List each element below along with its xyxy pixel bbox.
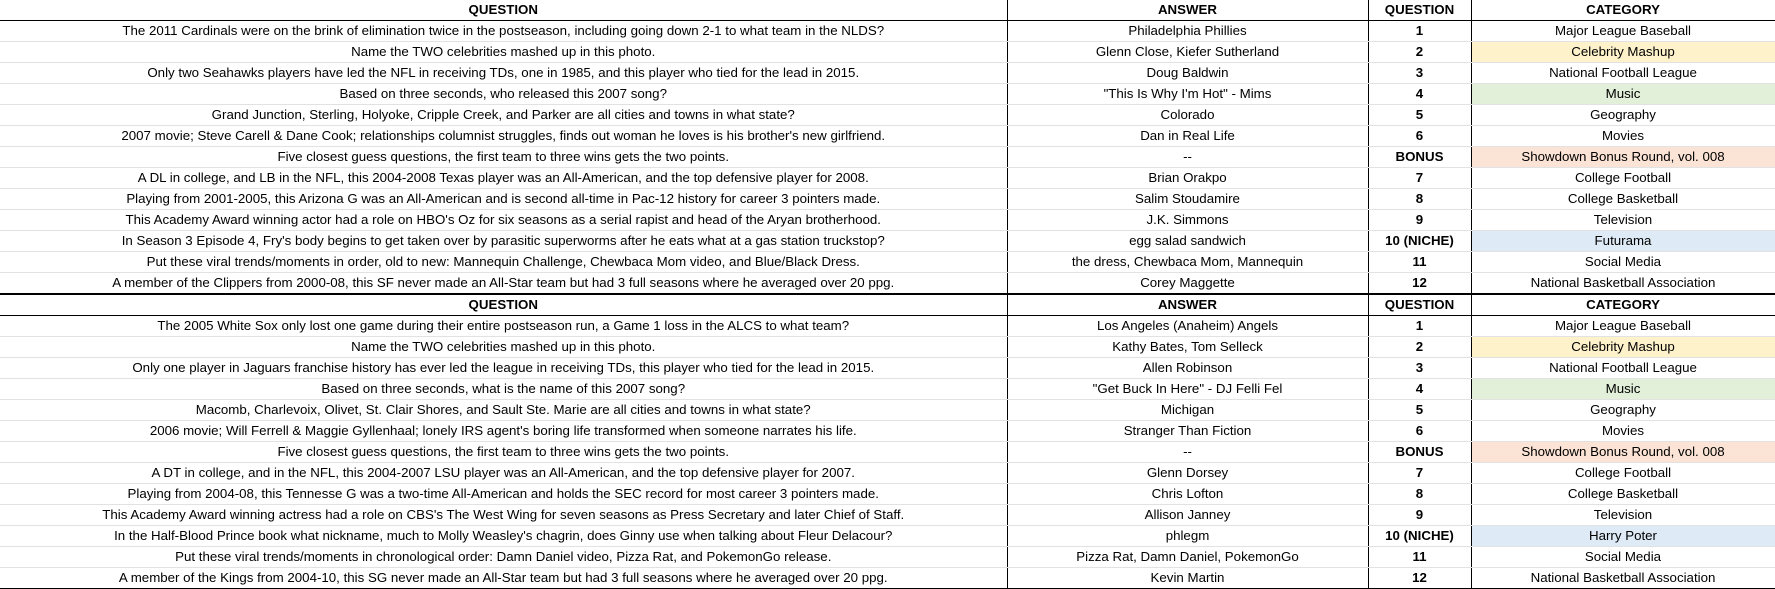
table-row (0, 526, 1775, 547)
answer-cell[interactable]: Allison Janney (1007, 505, 1368, 526)
answer-cell[interactable]: Corey Maggette (1007, 273, 1368, 295)
table-row (0, 84, 1775, 105)
question-cell[interactable]: The 2005 White Sox only lost one game during their entire postseason run, a Game 1 loss in the ALCS to what team? (0, 316, 1007, 337)
table-row (0, 126, 1775, 147)
header-row-2 (0, 294, 1775, 316)
table-row (0, 189, 1775, 210)
category-cell[interactable]: Showdown Bonus Round, vol. 008 (1471, 147, 1775, 168)
answer-cell[interactable]: Pizza Rat, Damn Daniel, PokemonGo (1007, 547, 1368, 568)
category-cell[interactable]: Celebrity Mashup (1471, 337, 1775, 358)
category-cell[interactable]: Harry Poter (1471, 526, 1775, 547)
question-number-cell[interactable]: 1 (1368, 316, 1471, 337)
question-cell[interactable]: This Academy Award winning actor had a role on HBO's Oz for six seasons as a serial rapist and head of the Aryan brotherhood. (0, 210, 1007, 231)
answer-cell[interactable]: the dress, Chewbaca Mom, Mannequin (1007, 252, 1368, 273)
table-row (0, 547, 1775, 568)
category-cell[interactable]: Geography (1471, 105, 1775, 126)
header-question[interactable]: QUESTION (0, 294, 1007, 316)
header-block-2 (0, 294, 1775, 316)
question-cell[interactable]: Based on three seconds, who released this 2007 song? (0, 84, 1007, 105)
question-cell[interactable]: Put these viral trends/moments in chronological order: Damn Daniel video, Pizza Rat, and PokemonGo release. (0, 547, 1007, 568)
category-cell[interactable]: National Football League (1471, 358, 1775, 379)
question-number-cell[interactable]: 7 (1368, 168, 1471, 189)
table-row (0, 379, 1775, 400)
category-cell[interactable]: Music (1471, 379, 1775, 400)
question-cell[interactable]: A DT in college, and in the NFL, this 2004-2007 LSU player was an All-American, and the top defensive player for 2007. (0, 463, 1007, 484)
table-row (0, 568, 1775, 589)
table-row (0, 442, 1775, 463)
header-answer[interactable]: ANSWER (1007, 0, 1368, 21)
table-row (0, 105, 1775, 126)
category-cell[interactable]: Television (1471, 210, 1775, 231)
answer-cell[interactable]: Colorado (1007, 105, 1368, 126)
question-number-cell[interactable]: 2 (1368, 337, 1471, 358)
table-row (0, 210, 1775, 231)
question-number-cell[interactable]: 12 (1368, 273, 1471, 295)
question-number-cell[interactable]: 3 (1368, 63, 1471, 84)
header-question[interactable]: QUESTION (0, 0, 1007, 21)
category-cell[interactable]: Geography (1471, 400, 1775, 421)
header-answer[interactable]: ANSWER (1007, 294, 1368, 316)
category-cell[interactable]: Movies (1471, 421, 1775, 442)
answer-cell[interactable]: -- (1007, 442, 1368, 463)
table-row (0, 463, 1775, 484)
question-cell[interactable]: Grand Junction, Sterling, Holyoke, Cripple Creek, and Parker are all cities and towns in what state? (0, 105, 1007, 126)
category-cell[interactable]: Major League Baseball (1471, 21, 1775, 42)
question-cell[interactable]: Playing from 2001-2005, this Arizona G was an All-American and is second all-time in Pac-12 history for career 3 pointers made. (0, 189, 1007, 210)
answer-cell[interactable]: "Get Buck In Here" - DJ Felli Fel (1007, 379, 1368, 400)
question-number-cell[interactable]: 6 (1368, 421, 1471, 442)
answer-cell[interactable]: phlegm (1007, 526, 1368, 547)
question-number-cell[interactable]: 5 (1368, 105, 1471, 126)
table-row (0, 42, 1775, 63)
question-number-cell[interactable]: 8 (1368, 484, 1471, 505)
question-cell[interactable]: Five closest guess questions, the first team to three wins gets the two points. (0, 442, 1007, 463)
question-cell[interactable]: Based on three seconds, what is the name of this 2007 song? (0, 379, 1007, 400)
answer-cell[interactable]: J.K. Simmons (1007, 210, 1368, 231)
question-number-cell[interactable]: 9 (1368, 210, 1471, 231)
answer-cell[interactable]: Allen Robinson (1007, 358, 1368, 379)
table-row (0, 337, 1775, 358)
question-number-cell[interactable]: 5 (1368, 400, 1471, 421)
table-row (0, 21, 1775, 42)
category-cell[interactable]: Futurama (1471, 231, 1775, 252)
question-number-cell[interactable]: 7 (1368, 463, 1471, 484)
question-number-cell[interactable]: 11 (1368, 547, 1471, 568)
question-cell[interactable]: This Academy Award winning actress had a role on CBS's The West Wing for seven seasons as Press Secretary and later Chief of Staff. (0, 505, 1007, 526)
category-cell[interactable]: College Football (1471, 168, 1775, 189)
table-row (0, 147, 1775, 168)
question-cell[interactable]: Name the TWO celebrities mashed up in this photo. (0, 337, 1007, 358)
question-number-cell[interactable]: 9 (1368, 505, 1471, 526)
category-cell[interactable]: Showdown Bonus Round, vol. 008 (1471, 442, 1775, 463)
answer-cell[interactable]: "This Is Why I'm Hot" - Mims (1007, 84, 1368, 105)
question-cell[interactable]: In Season 3 Episode 4, Fry's body begins to get taken over by parasitic superworms after he eats what at a gas station truckstop? (0, 231, 1007, 252)
table-row (0, 316, 1775, 337)
question-number-cell[interactable]: 11 (1368, 252, 1471, 273)
table-row (0, 505, 1775, 526)
question-cell[interactable]: Name the TWO celebrities mashed up in this photo. (0, 42, 1007, 63)
question-cell[interactable]: Put these viral trends/moments in order, old to new: Mannequin Challenge, Chewbaca Mom video, and Blue/Black Dress. (0, 252, 1007, 273)
question-cell[interactable]: Only two Seahawks players have led the NFL in receiving TDs, one in 1985, and this player who tied for the lead in 2015. (0, 63, 1007, 84)
question-number-cell[interactable]: 3 (1368, 358, 1471, 379)
category-cell[interactable]: College Basketball (1471, 189, 1775, 210)
table-row (0, 421, 1775, 442)
category-cell[interactable]: National Basketball Association (1471, 568, 1775, 589)
question-cell[interactable]: In the Half-Blood Prince book what nickname, much to Molly Weasley's chagrin, does Ginny use when talking about Fleur Delacour? (0, 526, 1007, 547)
table-row (0, 400, 1775, 421)
question-number-cell[interactable]: 6 (1368, 126, 1471, 147)
answer-cell[interactable]: Brian Orakpo (1007, 168, 1368, 189)
answer-cell[interactable]: Kevin Martin (1007, 568, 1368, 589)
answer-cell[interactable]: Glenn Dorsey (1007, 463, 1368, 484)
question-number-cell[interactable]: BONUS (1368, 442, 1471, 463)
question-cell[interactable]: A member of the Clippers from 2000-08, this SF never made an All-Star team but had 3 full seasons where he averaged over 20 ppg. (0, 273, 1007, 295)
header-row-1 (0, 0, 1775, 21)
header-question-number[interactable]: QUESTION (1368, 0, 1471, 21)
category-cell[interactable]: College Basketball (1471, 484, 1775, 505)
category-cell[interactable]: Social Media (1471, 547, 1775, 568)
category-cell[interactable]: Celebrity Mashup (1471, 42, 1775, 63)
question-cell[interactable]: Five closest guess questions, the first team to three wins gets the two points. (0, 147, 1007, 168)
table-row (0, 358, 1775, 379)
question-number-cell[interactable]: 2 (1368, 42, 1471, 63)
answer-cell[interactable]: Glenn Close, Kiefer Sutherland (1007, 42, 1368, 63)
answer-cell[interactable]: Philadelphia Phillies (1007, 21, 1368, 42)
question-number-cell[interactable]: 10 (NICHE) (1368, 526, 1471, 547)
category-cell[interactable]: Movies (1471, 126, 1775, 147)
block-2 (0, 316, 1775, 589)
answer-cell[interactable]: Dan in Real Life (1007, 126, 1368, 147)
question-cell[interactable]: Macomb, Charlevoix, Olivet, St. Clair Shores, and Sault Ste. Marie are all cities and towns in what state? (0, 400, 1007, 421)
question-cell[interactable]: 2007 movie; Steve Carell & Dane Cook; relationships columnist struggles, finds out woman he loves is his brother's new girlfriend. (0, 126, 1007, 147)
category-cell[interactable]: Television (1471, 505, 1775, 526)
category-cell[interactable]: National Football League (1471, 63, 1775, 84)
answer-cell[interactable]: egg salad sandwich (1007, 231, 1368, 252)
answer-cell[interactable]: Chris Lofton (1007, 484, 1368, 505)
category-cell[interactable]: Music (1471, 84, 1775, 105)
answer-cell[interactable]: -- (1007, 147, 1368, 168)
table-row (0, 252, 1775, 273)
table-row (0, 168, 1775, 189)
category-cell[interactable]: Major League Baseball (1471, 316, 1775, 337)
question-number-cell[interactable]: 4 (1368, 379, 1471, 400)
table-row (0, 273, 1775, 295)
category-cell[interactable]: Social Media (1471, 252, 1775, 273)
question-number-cell[interactable]: BONUS (1368, 147, 1471, 168)
question-cell[interactable]: Only one player in Jaguars franchise history has ever led the league in receiving TDs, this player who tied for the lead in 2015. (0, 358, 1007, 379)
answer-cell[interactable]: Stranger Than Fiction (1007, 421, 1368, 442)
table-row (0, 231, 1775, 252)
question-number-cell[interactable]: 12 (1368, 568, 1471, 589)
question-cell[interactable]: Playing from 2004-08, this Tennesse G was a two-time All-American and holds the SEC record for most career 3 pointers made. (0, 484, 1007, 505)
question-cell[interactable]: The 2011 Cardinals were on the brink of elimination twice in the postseason, including going down 2-1 to what team in the NLDS? (0, 21, 1007, 42)
question-cell[interactable]: 2006 movie; Will Ferrell & Maggie Gyllenhaal; lonely IRS agent's boring life transformed when someone narrates his life. (0, 421, 1007, 442)
table-row (0, 63, 1775, 84)
header-category[interactable]: CATEGORY (1471, 294, 1775, 316)
category-cell[interactable]: College Football (1471, 463, 1775, 484)
answer-cell[interactable]: Los Angeles (Anaheim) Angels (1007, 316, 1368, 337)
question-number-cell[interactable]: 4 (1368, 84, 1471, 105)
question-cell[interactable]: A DL in college, and LB in the NFL, this 2004-2008 Texas player was an All-American, and the top defensive player for 2008. (0, 168, 1007, 189)
header-category[interactable]: CATEGORY (1471, 0, 1775, 21)
header-question-number[interactable]: QUESTION (1368, 294, 1471, 316)
question-number-cell[interactable]: 10 (NICHE) (1368, 231, 1471, 252)
answer-cell[interactable]: Doug Baldwin (1007, 63, 1368, 84)
question-cell[interactable]: A member of the Kings from 2004-10, this SG never made an All-Star team but had 3 full seasons where he averaged over 20 ppg. (0, 568, 1007, 589)
category-cell[interactable]: National Basketball Association (1471, 273, 1775, 295)
answer-cell[interactable]: Kathy Bates, Tom Selleck (1007, 337, 1368, 358)
answer-cell[interactable]: Michigan (1007, 400, 1368, 421)
table-row (0, 484, 1775, 505)
question-number-cell[interactable]: 8 (1368, 189, 1471, 210)
answer-cell[interactable]: Salim Stoudamire (1007, 189, 1368, 210)
block-1 (0, 21, 1775, 295)
question-number-cell[interactable]: 1 (1368, 21, 1471, 42)
